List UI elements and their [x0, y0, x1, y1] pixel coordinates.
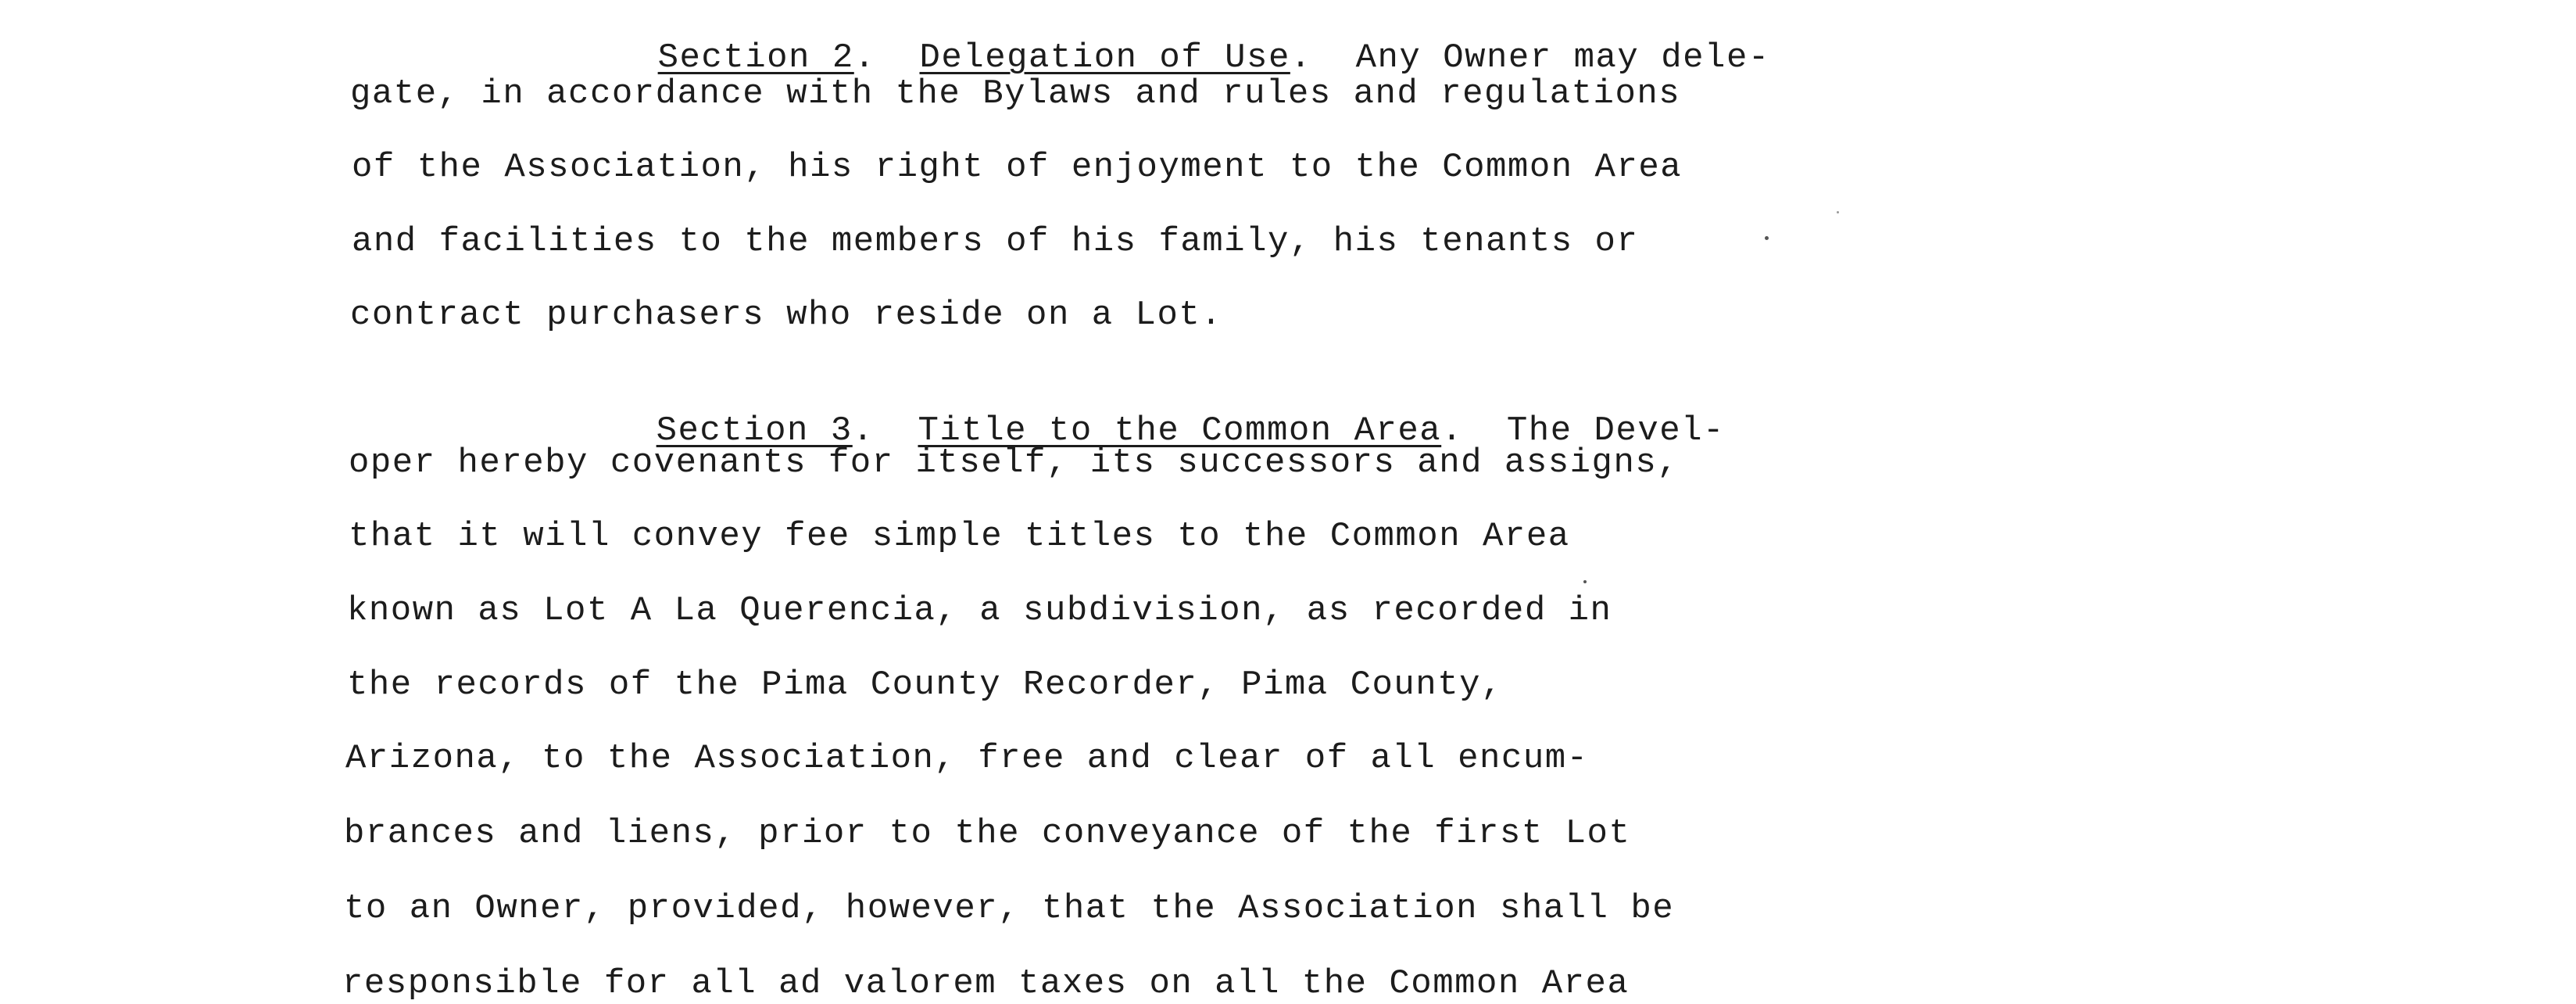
section-3-line: that it will convey fee simple titles to the Common Area: [349, 517, 1570, 556]
section-2-line: of the Association, his right of enjoyment to the Common Area: [352, 148, 1683, 187]
section-3-first-line-text: The Devel-: [1506, 411, 1725, 450]
section-3-heading-line: Section 3. Title to the Common Area. The Devel-: [656, 411, 1725, 450]
section-3-line: oper hereby covenants for itself, its successors and assigns,: [349, 443, 1680, 482]
section-2-number: Section 2: [657, 38, 854, 77]
scan-speck: [1837, 211, 1839, 213]
section-3-line: the records of the Pima County Recorder, Pima County,: [347, 665, 1503, 705]
section-2-heading-line: Section 2. Delegation of Use. Any Owner may dele-: [657, 38, 1770, 77]
section-2-line: and facilities to the members of his family, his tenants or: [352, 222, 1639, 261]
section-2-title: Delegation of Use: [919, 38, 1290, 77]
section-3-line: to an Owner, provided, however, that the Association shall be: [344, 889, 1675, 928]
section-2-first-line-text: Any Owner may dele-: [1355, 38, 1770, 77]
section-3-number: Section 3: [656, 411, 853, 450]
scan-speck: [1583, 580, 1587, 583]
section-3-title: Title to the Common Area: [918, 411, 1442, 450]
section-3-line: Arizona, to the Association, free and clear of all encum-: [345, 739, 1589, 778]
section-2-line: contract purchasers who reside on a Lot.: [350, 296, 1223, 335]
scan-speck: [1765, 236, 1769, 240]
section-2-line: gate, in accordance with the Bylaws and rules and regulations: [350, 74, 1681, 113]
section-3-line: brances and liens, prior to the conveyance of the first Lot: [344, 814, 1631, 853]
section-3-line: responsible for all ad valorem taxes on all the Common Area: [342, 964, 1630, 1003]
section-3-line: known as Lot A La Querencia, a subdivision, as recorded in: [347, 591, 1612, 630]
